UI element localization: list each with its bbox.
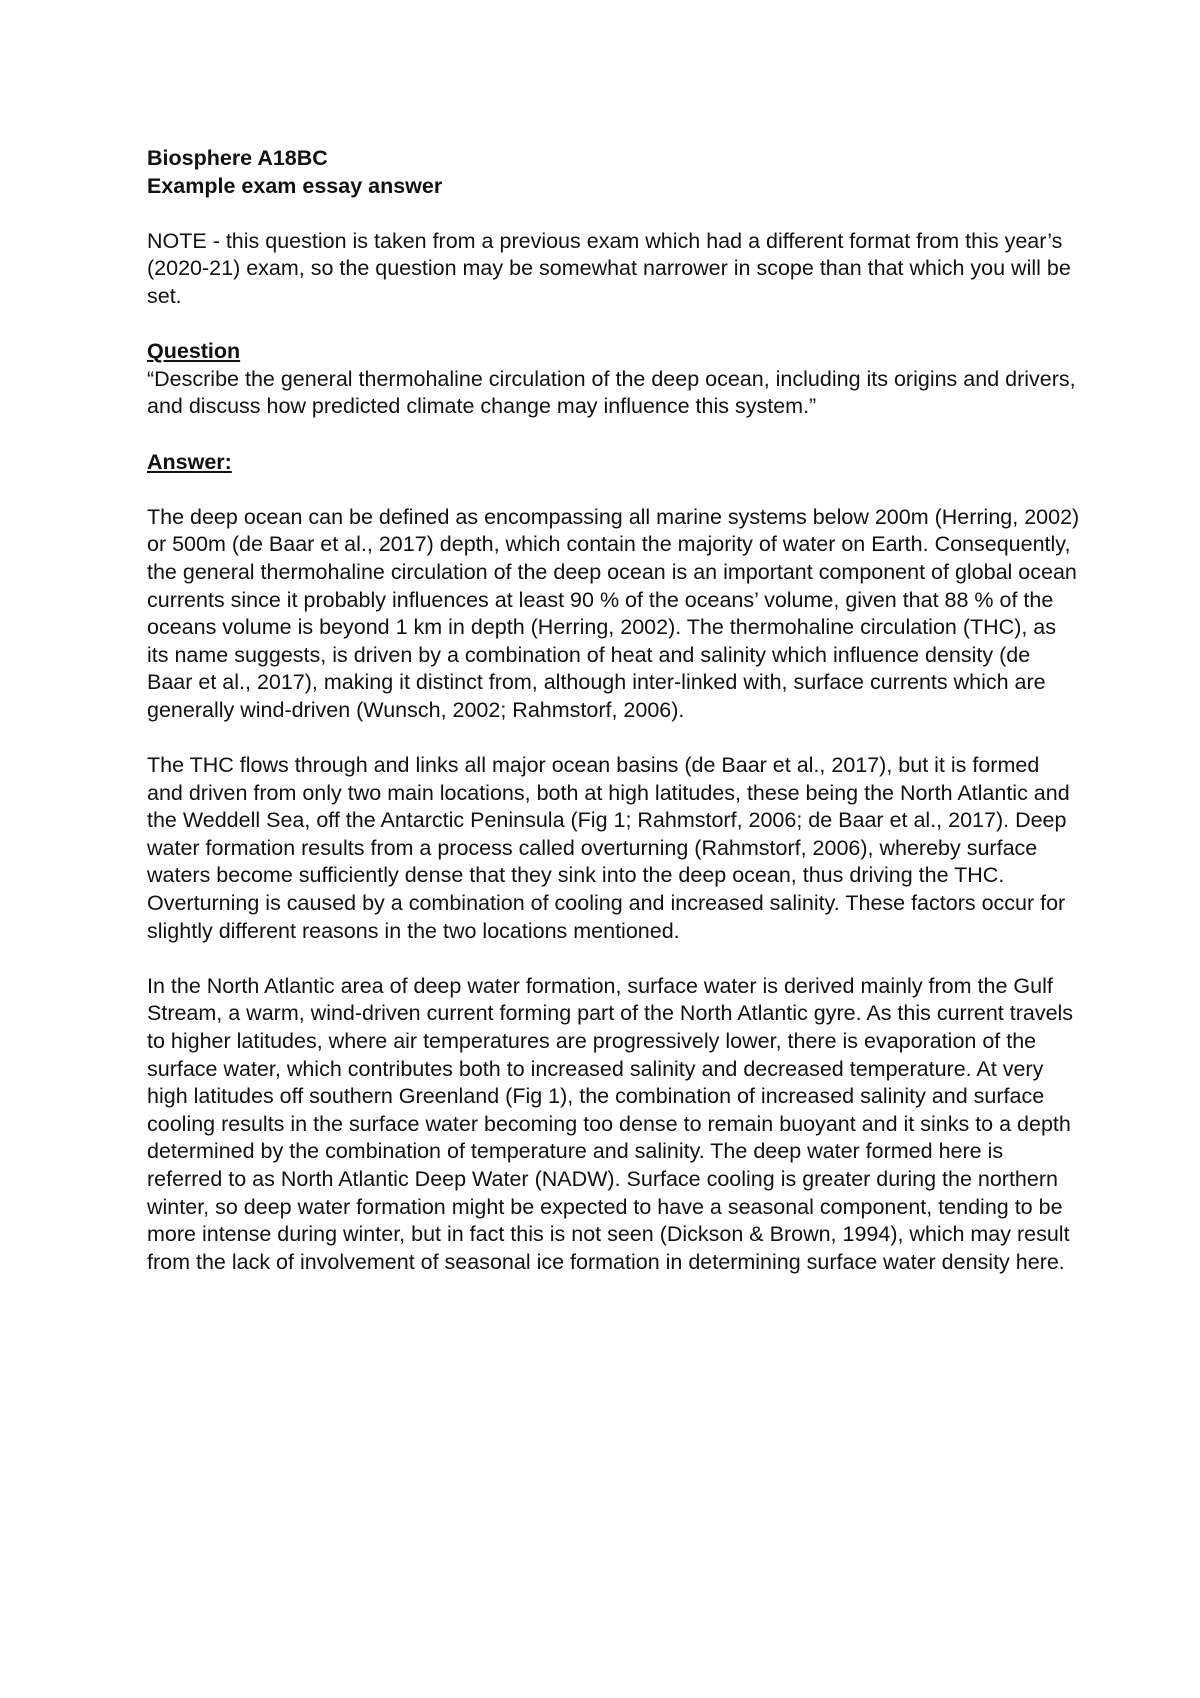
title-block bbox=[147, 145, 1080, 200]
answer-paragraph-2: The THC flows through and links all major ocean basins (de Baar et al., 2017), but it is formed and driven from only two main locations, both at high latitudes, these being the North Atlantic and the Weddell Sea, off the Antarctic Peninsula (Fig 1; Rahmstorf, 2006; de Baar et al., 2017). Deep water formation results from a process called overturning (Rahmstorf, 2006), whereby surface waters become sufficiently dense that they sink into the deep ocean, thus driving the THC. Overturning is caused by a combination of cooling and increased salinity. These factors occur for slightly different reasons in the two locations mentioned. bbox=[147, 753, 1070, 943]
document-subtitle: Example exam essay answer bbox=[147, 173, 443, 198]
answer-paragraph-1: The deep ocean can be defined as encompassing all marine systems below 200m (Herring, 2002) or 500m (de Baar et al., 2017) depth, which contain the majority of water on Earth. Consequently, the general thermohaline circulation of the deep ocean is an important component of global ocean currents since it probably influences at least 90 % of the oceans’ volume, given that 88 % of the oceans volume is beyond 1 km in depth (Herring, 2002). The thermohaline circulation (THC), as its name suggests, is driven by a combination of heat and salinity which influence density (de Baar et al., 2017), making it distinct from, although inter-linked with, surface currents which are generally wind-driven (Wunsch, 2002; Rahmstorf, 2006). bbox=[147, 504, 1080, 722]
question-heading: Question bbox=[147, 339, 241, 364]
answer-paragraph-3: In the North Atlantic area of deep water formation, surface water is derived mainly from the Gulf Stream, a warm, wind-driven current forming part of the North Atlantic gyre. As this current travels to higher latitudes, where air temperatures are progressively lower, there is evaporation of the surface water, which contributes both to increased salinity and decreased temperature. At very high latitudes off southern Greenland (Fig 1), the combination of increased salinity and surface cooling results in the surface water becoming too dense to remain buoyant and it sinks to a depth determined by the combination of temperature and salinity. The deep water formed here is referred to as North Atlantic Deep Water (NADW). Surface cooling is greater during the northern winter, so deep water formation might be expected to have a seasonal component, tending to be more intense during winter, but in fact this is not seen (Dickson & Brown, 1994), which may result from the lack of involvement of seasonal ice formation in determining surface water density here. bbox=[147, 973, 1074, 1274]
course-title: Biosphere A18BC bbox=[147, 146, 328, 170]
question-text: “Describe the general thermohaline circulation of the deep ocean, including its origins and drivers, and discuss how predicted climate change may influence this system.” bbox=[147, 366, 1076, 419]
note-paragraph: NOTE - this question is taken from a previous exam which had a different format from this year’s (2020-21) exam, so the question may be somewhat narrower in scope than that which you will be set. bbox=[147, 228, 1071, 308]
answer-heading: Answer: bbox=[147, 449, 232, 474]
